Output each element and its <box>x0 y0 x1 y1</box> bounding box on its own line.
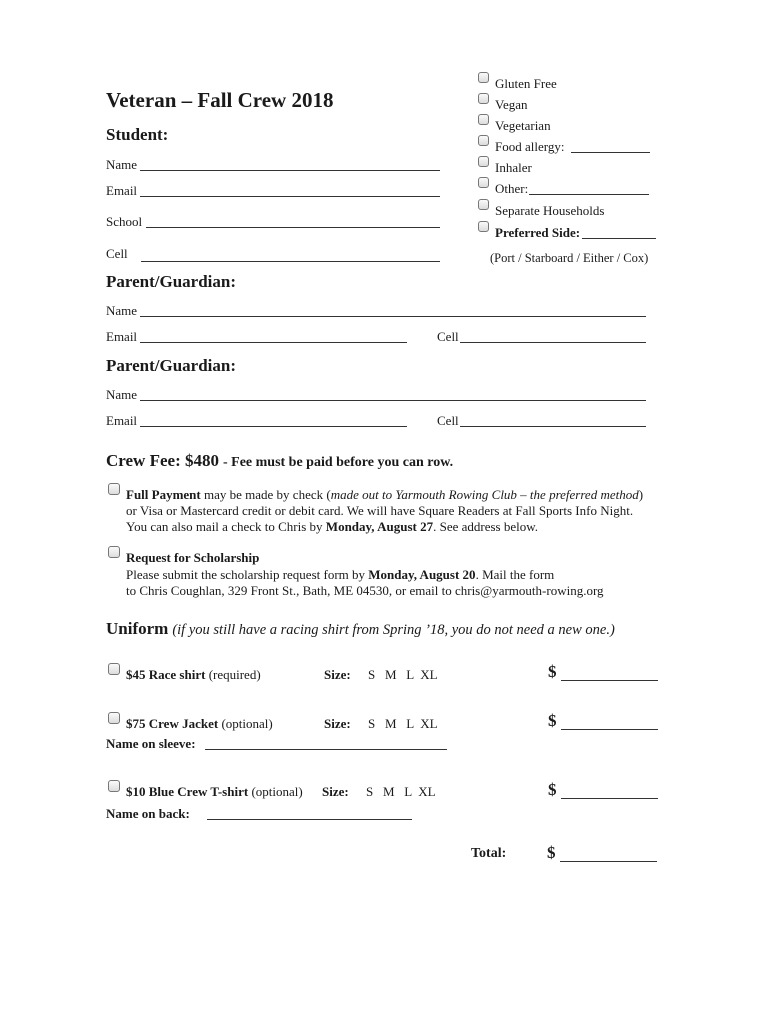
student-heading: Student: <box>106 125 169 144</box>
uniform-note: (if you still have a racing shirt from Spring ’18, you do not need a new one.) <box>172 622 615 638</box>
scholarship-line2-start: Please submit the scholarship request form by <box>126 567 369 582</box>
food-allergy-label: Food allergy: <box>495 139 565 154</box>
preferred-side-field[interactable] <box>582 238 656 239</box>
total-dollar: $ <box>547 843 556 862</box>
race-shirt-sizes[interactable]: S M L XL <box>368 667 438 682</box>
race-shirt-qual: (required) <box>208 667 261 682</box>
vegan-label: Vegan <box>495 97 528 112</box>
tshirt-dollar: $ <box>548 780 557 799</box>
tshirt-sizes[interactable]: S M L XL <box>366 784 436 799</box>
parent2-cell-field[interactable] <box>460 426 646 427</box>
preferred-side-label: Preferred Side: <box>495 225 581 240</box>
vegan-checkbox[interactable] <box>478 93 489 104</box>
full-payment-line3-end: . See address below. <box>433 519 539 534</box>
student-cell-field[interactable] <box>141 261 440 262</box>
tshirt-checkbox[interactable] <box>108 780 120 792</box>
student-school-field[interactable] <box>146 227 440 228</box>
name-on-sleeve-label: Name on sleeve: <box>106 736 196 751</box>
full-payment-line3-start: You can also mail a check to Chris by <box>126 519 326 534</box>
uniform-heading-row <box>106 619 615 639</box>
scholarship-checkbox[interactable] <box>108 546 120 558</box>
page-title: Veteran – Fall Crew 2018 <box>106 88 334 112</box>
other-checkbox[interactable] <box>478 177 489 188</box>
full-payment-text: may be made by check ( <box>200 487 331 502</box>
crew-jacket-amount-field[interactable] <box>561 729 658 730</box>
parent1-cell-field[interactable] <box>460 342 646 343</box>
student-email-field[interactable] <box>140 196 440 197</box>
race-shirt-checkbox[interactable] <box>108 663 120 675</box>
full-payment-checkbox[interactable] <box>108 483 120 495</box>
full-payment-line2: or Visa or Mastercard credit or debit card. We will have Square Readers at Fall Sports Info Night. <box>126 503 634 518</box>
race-shirt-amount-field[interactable] <box>561 680 658 681</box>
crew-jacket-size-label: Size: <box>324 716 351 731</box>
vegetarian-label: Vegetarian <box>495 118 551 133</box>
tshirt-item <box>126 784 303 800</box>
crew-jacket-label: $75 Crew Jacket <box>126 716 219 731</box>
race-shirt-size-label: Size: <box>324 667 351 682</box>
race-shirt-item <box>126 667 261 683</box>
student-cell-label: Cell <box>106 246 128 261</box>
vegetarian-checkbox[interactable] <box>478 114 489 125</box>
crew-jacket-item <box>126 716 273 732</box>
crew-fee-note: - Fee must be paid before you can row. <box>222 455 454 470</box>
student-name-label: Name <box>106 157 138 172</box>
total-label: Total: <box>471 846 507 861</box>
student-name-field[interactable] <box>140 170 440 171</box>
parent1-email-field[interactable] <box>140 342 407 343</box>
crew-jacket-qual: (optional) <box>221 716 273 731</box>
race-shirt-label: $45 Race shirt <box>126 667 206 682</box>
crew-fee-heading <box>106 451 453 471</box>
scholarship-line3: to Chris Coughlan, 329 Front St., Bath, ME 04530, or email to chris@yarmouth-rowing.org <box>126 583 604 598</box>
name-on-back-label: Name on back: <box>106 806 190 821</box>
parent1-name-field[interactable] <box>140 316 646 317</box>
full-payment-line3 <box>126 519 538 535</box>
food-allergy-field[interactable] <box>571 152 650 153</box>
crew-jacket-checkbox[interactable] <box>108 712 120 724</box>
separate-households-label: Separate Households <box>495 203 605 218</box>
parent2-name-field[interactable] <box>140 400 646 401</box>
other-label: Other: <box>495 181 529 196</box>
scholarship-line2 <box>126 567 554 583</box>
gluten-free-label: Gluten Free <box>495 76 557 91</box>
full-payment-paren: ) <box>638 487 644 502</box>
crew-jacket-sizes[interactable]: S M L XL <box>368 716 438 731</box>
race-shirt-dollar: $ <box>548 662 557 681</box>
uniform-heading: Uniform <box>106 619 169 638</box>
name-on-back-field[interactable] <box>207 819 412 820</box>
food-allergy-checkbox[interactable] <box>478 135 489 146</box>
student-school-label: School <box>106 214 143 229</box>
full-payment-line1 <box>126 487 643 503</box>
inhaler-checkbox[interactable] <box>478 156 489 167</box>
separate-households-checkbox[interactable] <box>478 199 489 210</box>
parent1-email-label: Email <box>106 329 138 344</box>
student-email-label: Email <box>106 183 138 198</box>
inhaler-label: Inhaler <box>495 160 532 175</box>
parent2-email-label: Email <box>106 413 138 428</box>
full-payment-label: Full Payment <box>126 487 201 502</box>
parent1-name-label: Name <box>106 303 138 318</box>
scholarship-line2-end: . Mail the form <box>475 567 555 582</box>
tshirt-amount-field[interactable] <box>561 798 658 799</box>
preferred-side-checkbox[interactable] <box>478 221 489 232</box>
crew-fee-title: Crew Fee: $480 <box>106 451 219 470</box>
tshirt-qual: (optional) <box>251 784 303 799</box>
parent2-cell-label: Cell <box>437 413 459 428</box>
name-on-sleeve-field[interactable] <box>205 749 447 750</box>
full-payment-deadline: Monday, August 27 <box>325 519 434 534</box>
crew-jacket-dollar: $ <box>548 711 557 730</box>
scholarship-deadline: Monday, August 20 <box>368 567 476 582</box>
scholarship-label: Request for Scholarship <box>126 550 260 565</box>
total-amount-field[interactable] <box>560 861 657 862</box>
parent2-email-field[interactable] <box>140 426 407 427</box>
parent1-cell-label: Cell <box>437 329 459 344</box>
other-field[interactable] <box>529 194 649 195</box>
tshirt-size-label: Size: <box>322 784 349 799</box>
gluten-free-checkbox[interactable] <box>478 72 489 83</box>
tshirt-label: $10 Blue Crew T-shirt <box>126 784 249 799</box>
parent1-heading: Parent/Guardian: <box>106 272 237 291</box>
parent2-name-label: Name <box>106 387 138 402</box>
preferred-side-options: (Port / Starboard / Either / Cox) <box>490 251 649 265</box>
full-payment-italic: made out to Yarmouth Rowing Club – the preferred method <box>330 487 639 502</box>
parent2-heading: Parent/Guardian: <box>106 356 237 375</box>
